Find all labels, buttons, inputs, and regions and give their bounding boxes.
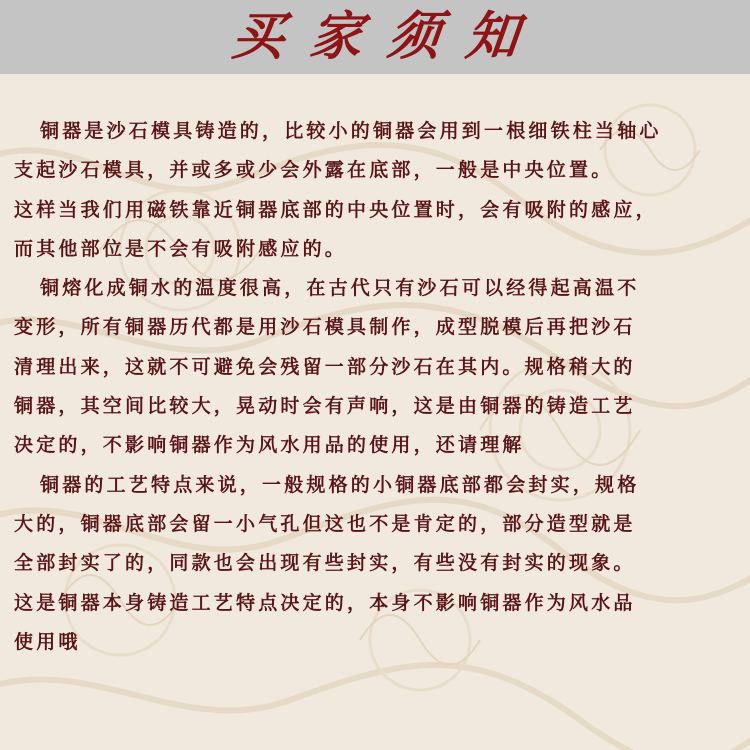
notice-content	[14, 112, 738, 662]
text-line: 铜器是沙石模具铸造的，比较小的铜器会用到一根细铁柱当轴心	[40, 120, 662, 142]
paragraph-1	[14, 112, 738, 269]
text-line: 变形，所有铜器历代都是用沙石模具制作，成型脱模后再把沙石	[14, 316, 636, 339]
text-line: 支起沙石模具，并或多或少会外露在底部，一般是中央位置。	[14, 159, 614, 182]
text-line: 清理出来，这就不可避免会残留一部分沙石在其内。规格稍大的	[14, 355, 636, 378]
text-line: 大的，铜器底部会留一小气孔但这也不是肯定的，部分造型就是	[14, 512, 636, 535]
text-line: 这样当我们用磁铁靠近铜器底部的中央位置时，会有吸附的感应，	[14, 198, 658, 221]
text-line: 铜熔化成铜水的温度很高，在古代只有沙石可以经得起高温不	[40, 277, 640, 300]
text-line: 这是铜器本身铸造工艺特点决定的，本身不影响铜器作为风水品	[14, 591, 636, 614]
text-line: 铜器的工艺特点来说，一般规格的小铜器底部都会封实，规格	[40, 473, 640, 496]
text-line: 决定的，不影响铜器作为风水用品的使用，还请理解	[14, 434, 525, 457]
text-line: 铜器，其空间比较大，晃动时会有声响，这是由铜器的铸造工艺	[14, 395, 636, 418]
text-line: 全部封实了的，同款也会出现有些封实，有些没有封实的现象。	[14, 552, 636, 575]
page-title: 买家须知	[228, 6, 548, 67]
page-header	[0, 0, 750, 74]
text-line: 使用哦	[14, 630, 81, 653]
paragraph-3	[14, 466, 738, 662]
paragraph-2	[14, 269, 738, 465]
text-line: 而其他部位是不会有吸附感应的。	[14, 237, 348, 260]
